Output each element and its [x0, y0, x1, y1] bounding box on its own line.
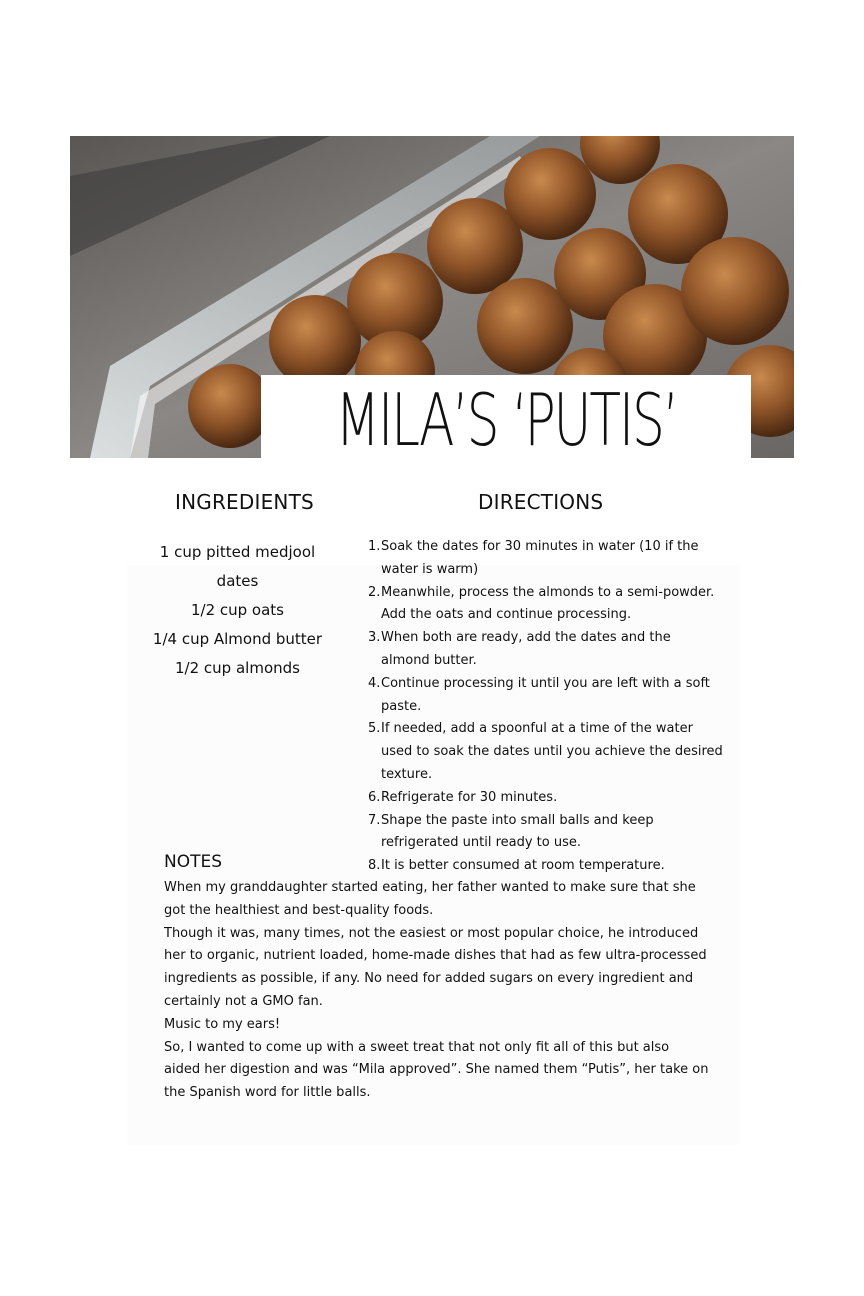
direction-step: [368, 855, 723, 878]
direction-step: [368, 810, 723, 856]
directions-list: [368, 536, 723, 878]
step-text: Soak the dates for 30 minutes in water (10 if the water is warm): [381, 539, 699, 577]
step-text: If needed, add a spoonful at a time of the water used to soak the dates until you achieve the desired texture.: [381, 721, 723, 782]
direction-step: [368, 718, 723, 786]
step-number: 2.: [368, 584, 381, 600]
step-text: Refrigerate for 30 minutes.: [381, 789, 558, 805]
direction-step: [368, 787, 723, 810]
step-number: 8.: [368, 858, 381, 874]
step-number: 6.: [368, 789, 381, 805]
ingredient-item: dates: [216, 572, 259, 590]
direction-step: [368, 673, 723, 719]
ingredients-heading: INGREDIENTS: [175, 490, 314, 514]
step-number: 5.: [368, 721, 381, 737]
notes-body: [164, 877, 709, 1105]
step-text: Meanwhile, process the almonds to a semi-powder. Add the oats and continue processing.: [381, 584, 715, 623]
ingredients-list: [150, 538, 325, 683]
direction-step: [368, 582, 723, 628]
step-number: 1.: [368, 539, 381, 554]
notes-heading: NOTES: [164, 852, 223, 872]
ingredient-item: 1/2 cup almonds: [175, 659, 300, 677]
direction-step: [368, 536, 723, 582]
step-text: It is better consumed at room temperature.: [381, 858, 665, 874]
title-banner: [261, 375, 751, 462]
ingredient-item: 1/4 cup Almond butter: [152, 630, 323, 648]
notes-paragraph: So, I wanted to come up with a sweet treat that not only fit all of this but also aided her digestion and was “Mila approved”. She named them “Putis”, her take on the Spanish word for little balls.: [164, 1039, 709, 1101]
direction-step: [368, 627, 723, 673]
notes-paragraph: Music to my ears!: [164, 1016, 281, 1032]
notes-paragraph: When my granddaughter started eating, her father wanted to make sure that she got the healthiest and best-quality foods.: [164, 880, 696, 918]
step-number: 7.: [368, 812, 381, 828]
step-text: Continue processing it until you are left with a soft paste.: [381, 675, 710, 714]
page-title: MILA’S ‘PUTIS’: [335, 377, 677, 462]
ingredient-item: 1 cup pitted medjool: [159, 543, 316, 561]
notes-paragraph: Though it was, many times, not the easiest or most popular choice, he introduced her to organic, nutrient loaded, home-made dishes that had as few ultra-processed ingredients as possible, if any. No need for added sugars on every ingredient and certainly not a GMO fan.: [164, 925, 707, 1009]
step-text: Shape the paste into small balls and keep refrigerated until ready to use.: [381, 812, 654, 851]
step-text: When both are ready, add the dates and the almond butter.: [381, 630, 671, 668]
ingredient-item: 1/2 cup oats: [190, 601, 285, 619]
step-number: 3.: [368, 630, 381, 646]
directions-heading: DIRECTIONS: [478, 490, 604, 514]
step-number: 4.: [368, 675, 381, 691]
